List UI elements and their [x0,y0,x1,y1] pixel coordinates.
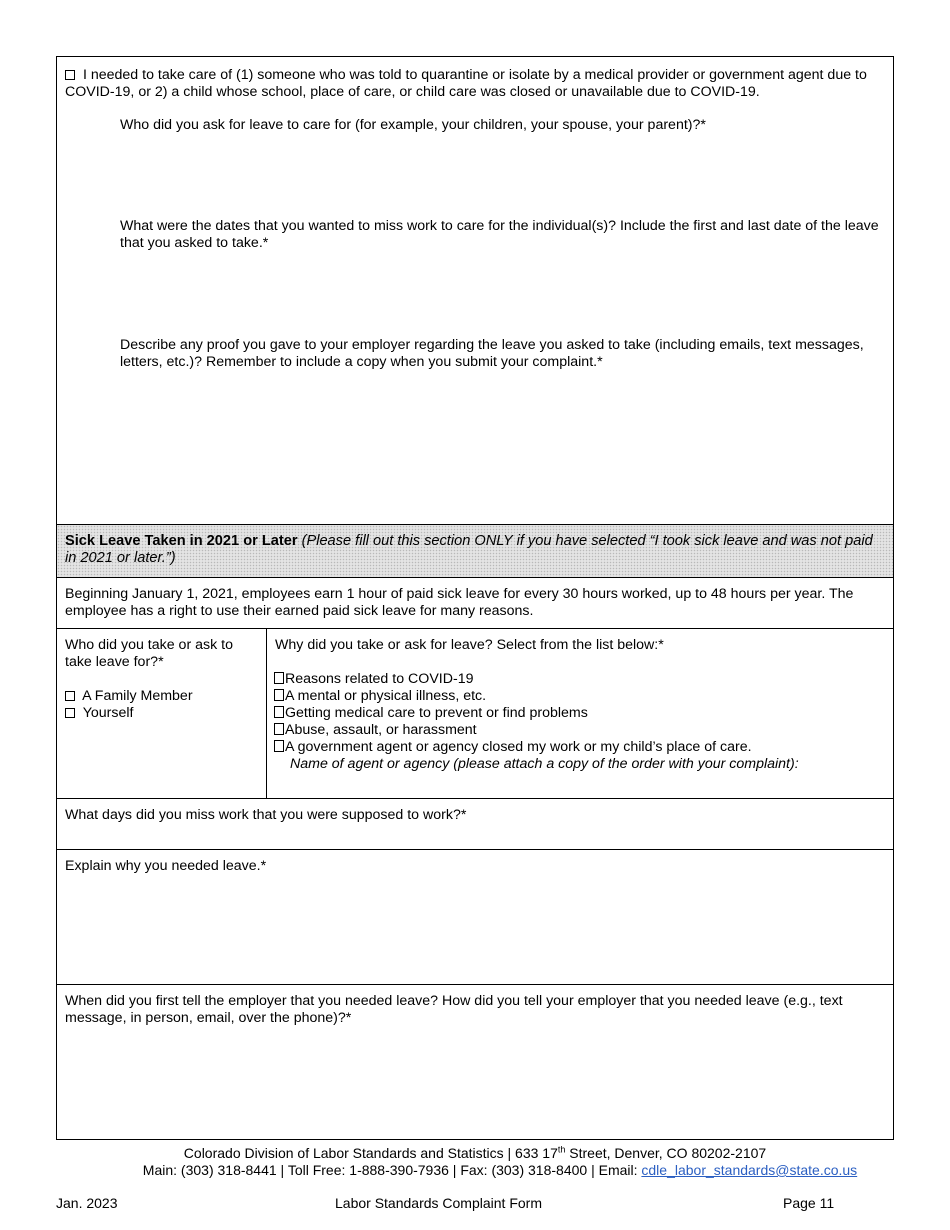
medical-care-checkbox[interactable] [274,706,284,718]
family-member-checkbox[interactable] [65,691,75,701]
who-leave-cell [57,637,266,722]
first-notice-question: When did you first tell the employer that you needed leave? How did you tell your employer that you needed leave (e.g., text message, in person, email, over the phone)?* [65,993,843,1026]
days-missed-row [57,798,893,849]
explain-leave-row [57,849,893,984]
covid-care-label: I needed to take care of (1) someone who was told to quarantine or isolate by a medical provider or government agent due to COVID-19, or 2) a child whose school, place of care, or child care was closed or unavailable due to COVID-19. [65,67,867,100]
sick-leave-title: Sick Leave Taken in 2021 or Later [65,533,298,549]
abuse-checkbox[interactable] [274,723,284,735]
yourself-checkbox[interactable] [65,708,75,718]
footer-date: Jan. 2023 [56,1195,118,1211]
sick-leave-intro-row [57,577,893,628]
explain-leave-question: Explain why you needed leave.* [65,858,267,874]
sick-leave-title-note: (Please fill out this section ONLY if you have selected “I took sick leave and was not paid in 2021 or later.”) [65,533,873,566]
days-missed-question: What days did you miss work that you were supposed to work?* [65,807,467,823]
sick-leave-section-header [57,524,893,577]
covid-care-option [65,67,885,101]
who-leave-question: Who did you take or ask to take leave for?* [65,637,233,670]
why-option-agency-closure: A government agent or agency closed my work or my child’s place of care. [274,739,879,756]
who-option-yourself: Yourself [65,705,258,722]
footer-address: Colorado Division of Labor Standards and Statistics | 633 17th Street, Denver, CO 80202-2107 [183,1144,767,1161]
email-link[interactable]: cdle_labor_standards@state.co.us [641,1162,858,1178]
page-number: Page 11 [783,1195,835,1211]
leave-reason-row [57,628,893,798]
first-notice-row [57,984,893,1141]
care-proof-question: Describe any proof you gave to your employer regarding the leave you asked to take (including emails, text messages, letters, etc.)? Remember to include a copy when you submit your complaint.* [120,337,864,370]
why-option-abuse: Abuse, assault, or harassment [274,722,879,739]
covid-reason-checkbox[interactable] [274,672,284,684]
complaint-form-page [56,56,894,1140]
sick-leave-intro: Beginning January 1, 2021, employees earn 1 hour of paid sick leave for every 30 hours worked, up to 48 hours per year. The employee has a right to use their earned paid sick leave for many reasons. [65,586,854,619]
why-option-illness: A mental or physical illness, etc. [274,688,879,705]
who-option-family: A Family Member [65,688,258,705]
agency-name-note: Name of agent or agency (please attach a copy of the order with your complaint): [290,756,799,772]
footer-contact: Main: (303) 318-8441 | Toll Free: 1-888-390-7936 | Fax: (303) 318-8400 | Email: cdle_labor_standards@state.co.us [142,1162,858,1178]
care-who-question: Who did you ask for leave to care for (for example, your children, your spouse, your parent)?* [120,117,706,133]
why-option-medical-care: Getting medical care to prevent or find problems [274,705,879,722]
why-leave-cell [267,637,887,773]
why-leave-question: Why did you take or ask for leave? Select from the list below:* [275,637,664,653]
footer-form-name: Labor Standards Complaint Form [335,1195,542,1211]
why-option-covid: Reasons related to COVID-19 [274,671,879,688]
illness-checkbox[interactable] [274,689,284,701]
care-dates-question: What were the dates that you wanted to miss work to care for the individual(s)? Include the first and last date of the leave that you asked to take.* [120,218,879,251]
agency-closure-checkbox[interactable] [274,740,284,752]
covid-care-checkbox[interactable] [65,70,75,80]
